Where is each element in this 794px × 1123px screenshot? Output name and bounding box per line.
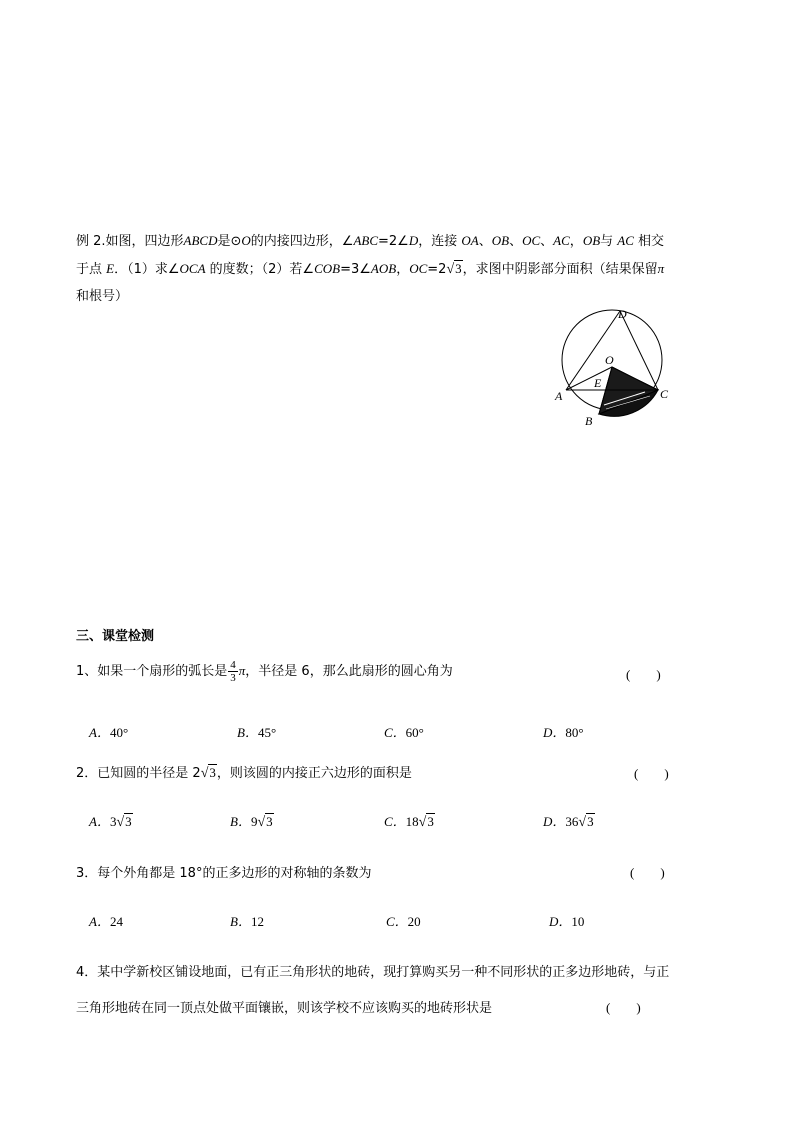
q1-option-d[interactable]: D．80°	[543, 725, 584, 740]
label-B: B	[585, 414, 593, 428]
question-2: 2．已知圆的半径是 2√3，则该圆的内接正六边形的面积是	[76, 765, 412, 781]
q3-option-c[interactable]: C．20	[386, 914, 421, 929]
fraction-4-3: $\frac{4}{3}$	[230, 659, 236, 684]
answer-paren-2[interactable]: ( )	[634, 766, 669, 781]
label-E: E	[594, 376, 602, 390]
sqrt-3: √3	[200, 765, 216, 781]
answer-paren-4[interactable]: ( )	[606, 1000, 641, 1015]
circle-figure	[552, 303, 692, 428]
q2-option-b[interactable]: B．9√3	[230, 814, 273, 830]
question-3: 3．每个外角都是 18°的正多边形的对称轴的条数为	[76, 866, 372, 881]
q2-option-c[interactable]: C．18√3	[384, 814, 434, 830]
label-C: C	[660, 387, 669, 401]
example-line-3: 和根号）	[76, 289, 129, 304]
question-1: 1、如果一个扇形的弧长是 $\frac{4}{3}$ π，半径是 6，那么此扇形的圆心角为	[76, 659, 453, 684]
question-4-line-2: 三角形地砖在同一顶点处做平面镶嵌，则该学校不应该购买的地砖形状是	[76, 1001, 493, 1016]
label-O: O	[605, 353, 614, 367]
answer-paren-1[interactable]: ( )	[626, 667, 661, 682]
example-line-1: 例 2.如图，四边形ABCD是⊙O的内接四边形，∠ABC=2∠D，连接 OA、OB、OC、AC，OB与 AC 相交	[76, 233, 665, 249]
sqrt-3: √3	[446, 261, 462, 277]
q1-option-a[interactable]: A．40°	[89, 725, 129, 740]
section-title: 三、课堂检测	[76, 629, 155, 644]
q2-option-a[interactable]: A．3√3	[89, 814, 132, 830]
q1-option-c[interactable]: C．60°	[384, 725, 424, 740]
answer-paren-3[interactable]: ( )	[630, 865, 665, 880]
q3-option-a[interactable]: A．24	[89, 914, 123, 929]
q3-option-d[interactable]: D．10	[549, 914, 585, 929]
q2-option-d[interactable]: D．36√3	[543, 814, 594, 830]
label-D: D	[618, 307, 627, 321]
q3-option-b[interactable]: B．12	[230, 914, 264, 929]
q1-option-b[interactable]: B．45°	[237, 725, 277, 740]
question-4-line-1: 4．某中学新校区铺设地面，已有正三角形状的地砖，现打算购买另一种不同形状的正多边形地砖，与正	[76, 965, 670, 980]
example-line-2: 于点 E．（1）求∠OCA 的度数；（2）若∠COB=3∠AOB，OC=2√3，求图中阴影部分面积（结果保留π	[76, 261, 665, 277]
segment-OA	[566, 367, 612, 390]
label-A: A	[555, 389, 563, 403]
